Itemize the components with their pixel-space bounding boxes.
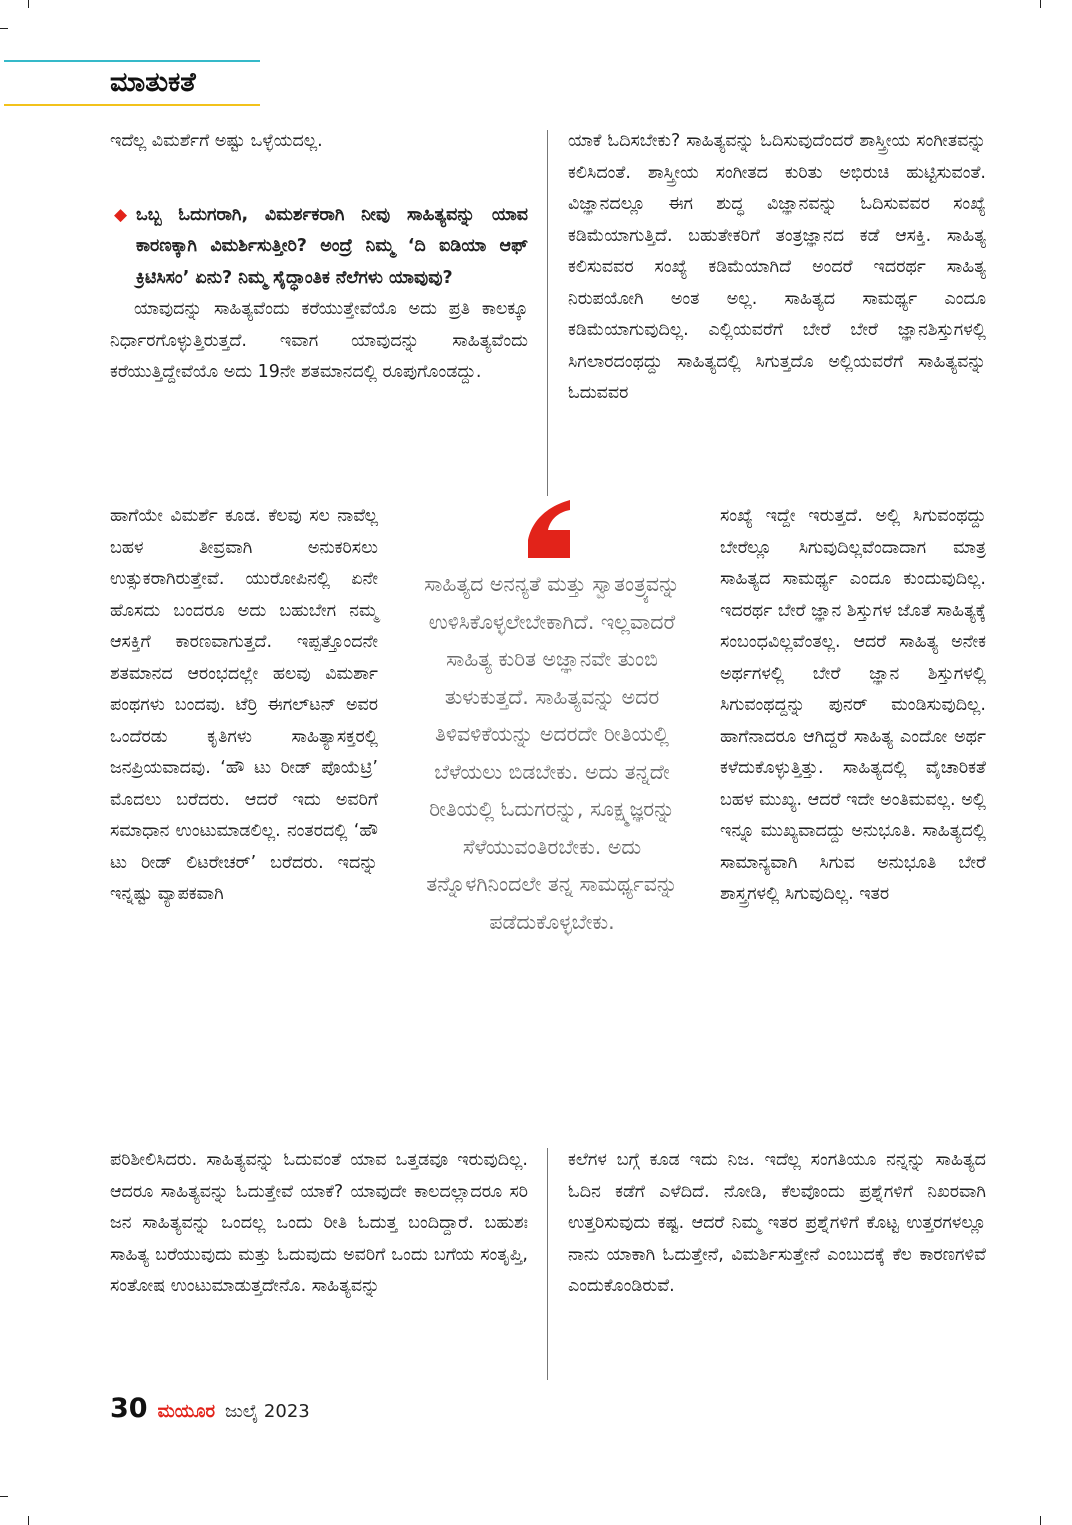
page-footer xyxy=(110,1393,310,1433)
section-rule-top xyxy=(4,60,260,62)
crop-mark xyxy=(0,1496,8,1497)
page-number: 30 xyxy=(110,1393,148,1424)
left-column-top xyxy=(110,126,528,389)
section-rule-bottom xyxy=(4,104,260,106)
paragraph: ಪರಿಶೀಲಿಸಿದರು. ಸಾಹಿತ್ಯವನ್ನು ಓದುವಂತೆ ಯಾವ ಒತ್ತಡವೂ ಇರುವುದಿಲ್ಲ. ಆದರೂ ಸಾಹಿತ್ಯವನ್ನು ಓದುತ್ತೇವೆ ಯಾಕೆ? ಯಾವುದೇ ಕಾಲದಲ್ಲಾದರೂ ಸರಿ ಜನ ಸಾಹಿತ್ಯವನ್ನು ಒಂದಲ್ಲ ಒಂದು ರೀತಿ ಓದುತ್ತ ಬಂದಿದ್ದಾರೆ. ಬಹುಶಃ ಸಾಹಿತ್ಯ ಬರೆಯುವುದು ಮತ್ತು ಓದುವುದು ಅವರಿಗೆ ಒಂದು ಬಗೆಯ ಸಂತೃಪ್ತಿ, ಸಂತೋಷ ಉಂಟುಮಾಡುತ್ತದೇನೊ. ಸಾಹಿತ್ಯವನ್ನು xyxy=(110,1150,528,1296)
column-divider xyxy=(547,1148,548,1380)
paragraph: ಹಾಗೆಯೇ ವಿಮರ್ಶೆ ಕೂಡ. ಕೆಲವು ಸಲ ನಾವೆಲ್ಲ ಬಹಳ ತೀವ್ರವಾಗಿ ಅನುಕರಿಸಲು ಉತ್ಸುಕರಾಗಿರುತ್ತೇವೆ. ಯುರೋಪಿನಲ್ಲಿ ಏನೇ ಹೊಸದು ಬಂದರೂ ಅದು ಬಹುಬೇಗ ನಮ್ಮ ಆಸಕ್ತಿಗೆ ಕಾರಣವಾಗುತ್ತದೆ. ಇಪ್ಪತ್ತೊಂದನೇ ಶತಮಾನದ ಆರಂಭದಲ್ಲೇ ಹಲವು ವಿಮರ್ಶಾ ಪಂಥಗಳು ಬಂದವು. ಟೆರ್ರಿ ಈಗಲ್‌ಟನ್ ಅವರ ಒಂದೆರಡು ಕೃತಿಗಳು ಸಾಹಿತ್ಯಾಸಕ್ತರಲ್ಲಿ ಜನಪ್ರಿಯವಾದವು. ‘ಹೌ ಟು ರೀಡ್ ಪೊಯೆಟ್ರಿ’ ಮೊದಲು ಬರೆದರು. ಆದರೆ ಇದು ಅವರಿಗೆ ಸಮಾಧಾನ ಉಂಟುಮಾಡಲಿಲ್ಲ. ನಂತರದಲ್ಲಿ ‘ಹೌ ಟು ರೀಡ್ ಲಿಟರೇಚರ್’ ಬರೆದರು. ಇದನ್ನು ಇನ್ನಷ್ಟು ವ್ಯಾಪಕವಾಗಿ xyxy=(110,506,378,904)
paragraph: ಯಾಕೆ ಓದಿಸಬೇಕು? ಸಾಹಿತ್ಯವನ್ನು ಓದಿಸುವುದೆಂದರೆ ಶಾಸ್ತ್ರೀಯ ಸಂಗೀತವನ್ನು ಕಲಿಸಿದಂತೆ. ಶಾಸ್ತ್ರೀಯ ಸಂಗೀತದ ಕುರಿತು ಅಭಿರುಚಿ ಹುಟ್ಟಿಸುವಂತೆ. ವಿಜ್ಞಾನದಲ್ಲೂ ಈಗ ಶುದ್ಧ ವಿಜ್ಞಾನವನ್ನು ಓದಿಸುವವರ ಸಂಖ್ಯೆ ಕಡಿಮೆಯಾಗುತ್ತಿದೆ. ಬಹುತೇಕರಿಗೆ ತಂತ್ರಜ್ಞಾನದ ಕಡೆ ಆಸಕ್ತಿ. ಸಾಹಿತ್ಯ ಕಲಿಸುವವರ ಸಂಖ್ಯೆ ಕಡಿಮೆಯಾಗಿದೆ ಅಂದರೆ ಇದರರ್ಥ ಸಾಹಿತ್ಯ ನಿರುಪಯೋಗಿ ಅಂತ ಅಲ್ಲ. ಸಾಹಿತ್ಯದ ಸಾಮರ್ಥ್ಯ ಎಂದೂ ಕಡಿಮೆಯಾಗುವುದಿಲ್ಲ. ಎಲ್ಲಿಯವರೆಗೆ ಬೇರೆ ಬೇರೆ ಜ್ಞಾನಶಿಸ್ತುಗಳಲ್ಲಿ ಸಿಗಲಾರದಂಥದ್ದು ಸಾಹಿತ್ಯದಲ್ಲಿ ಸಿಗುತ್ತದೊ ಅಲ್ಲಿಯವರೆಗೆ ಸಾಹಿತ್ಯವನ್ನು ಓದುವವರ xyxy=(568,131,986,403)
left-column-middle xyxy=(110,501,378,911)
paragraph: ಕಲೆಗಳ ಬಗ್ಗೆ ಕೂಡ ಇದು ನಿಜ. ಇದೆಲ್ಲ ಸಂಗತಿಯೂ ನನ್ನನ್ನು ಸಾಹಿತ್ಯದ ಓದಿನ ಕಡೆಗೆ ಎಳೆದಿದೆ. ನೋಡಿ, ಕೆಲವೊಂದು ಪ್ರಶ್ನೆಗಳಿಗೆ ನಿಖರವಾಗಿ ಉತ್ತರಿಸುವುದು ಕಷ್ಟ. ಆದರೆ ನಿಮ್ಮ ಇತರ ಪ್ರಶ್ನೆಗಳಿಗೆ ಕೊಟ್ಟ ಉತ್ತರಗಳಲ್ಲೂ ನಾನು ಯಾಕಾಗಿ ಓದುತ್ತೇನೆ, ವಿಮರ್ಶಿಸುತ್ತೇನೆ ಎಂಬುದಕ್ಕೆ ಕೆಲ ಕಾರಣಗಳಿವೆ ಎಂದುಕೊಂಡಿರುವೆ. xyxy=(568,1150,986,1296)
pull-quote: ಸಾಹಿತ್ಯದ ಅನನ್ಯತೆ ಮತ್ತು ಸ್ವಾತಂತ್ರ್ಯವನ್ನು ಉಳಿಸಿಕೊಳ್ಳಲೇಬೇಕಾಗಿದೆ. ಇಲ್ಲವಾದರೆ ಸಾಹಿತ್ಯ ಕುರಿತ ಅಜ್ಞಾನವೇ ತುಂಬಿ ತುಳುಕುತ್ತದೆ. ಸಾಹಿತ್ಯವನ್ನು ಅದರ ತಿಳಿವಳಿಕೆಯನ್ನು ಅದರದೇ ರೀತಿಯಲ್ಲಿ ಬೆಳೆಯಲು ಬಿಡಬೇಕು. ಅದು ತನ್ನದೇ ರೀತಿಯಲ್ಲಿ ಓದುಗರನ್ನು, ಸೂಕ್ಷ್ಮಜ್ಞರನ್ನು ಸೆಳೆಯುವಂತಿರಬೇಕು. ಅದು ತನ್ನೊಳಗಿನಿಂದಲೇ ತನ್ನ ಸಾಮರ್ಥ್ಯವನ್ನು ಪಡೆದುಕೊಳ್ಳಬೇಕು. xyxy=(424,572,680,934)
left-column-bottom xyxy=(110,1145,528,1303)
magazine-logo: ಮಯೂರ xyxy=(157,1401,215,1422)
issue-date: ಜುಲೈ 2023 xyxy=(224,1401,310,1422)
paragraph: ಸಂಖ್ಯೆ ಇದ್ದೇ ಇರುತ್ತದೆ. ಅಲ್ಲಿ ಸಿಗುವಂಥದ್ದು ಬೇರೆಲ್ಲೂ ಸಿಗುವುದಿಲ್ಲವೆಂದಾದಾಗ ಮಾತ್ರ ಸಾಹಿತ್ಯದ ಸಾಮರ್ಥ್ಯ ಎಂದೂ ಕುಂದುವುದಿಲ್ಲ. ಇದರರ್ಥ ಬೇರೆ ಜ್ಞಾನ ಶಿಸ್ತುಗಳ ಜೊತೆ ಸಾಹಿತ್ಯಕ್ಕೆ ಸಂಬಂಧವಿಲ್ಲವೆಂತಲ್ಲ. ಆದರೆ ಸಾಹಿತ್ಯ ಅನೇಕ ಅರ್ಥಗಳಲ್ಲಿ ಬೇರೆ ಜ್ಞಾನ ಶಿಸ್ತುಗಳಲ್ಲಿ ಸಿಗುವಂಥದ್ದನ್ನು ಪುನರ್ ಮಂಡಿಸುವುದಿಲ್ಲ. ಹಾಗೆನಾದರೂ ಆಗಿದ್ದರೆ ಸಾಹಿತ್ಯ ಎಂದೋ ಅರ್ಥ ಕಳೆದುಕೊಳ್ಳುತ್ತಿತ್ತು. ಸಾಹಿತ್ಯದಲ್ಲಿ ವೈಚಾರಿಕತೆ ಬಹಳ ಮುಖ್ಯ. ಆದರೆ ಇದೇ ಅಂತಿಮವಲ್ಲ. ಅಲ್ಲಿ ಇನ್ನೂ ಮುಖ್ಯವಾದದ್ದು ಅನುಭೂತಿ. ಸಾಹಿತ್ಯದಲ್ಲಿ ಸಾಮಾನ್ಯವಾಗಿ ಸಿಗುವ ಅನುಭೂತಿ ಬೇರೆ ಶಾಸ್ತ್ರಗಳಲ್ಲಿ ಸಿಗುವುದಿಲ್ಲ. ಇತರ xyxy=(720,506,986,904)
crop-mark xyxy=(1040,1516,1041,1525)
quote-mark-icon xyxy=(526,500,570,558)
intro-paragraph: ಇದೆಲ್ಲ ವಿಮರ್ಶೆಗೆ ಅಷ್ಟು ಒಳ್ಳೆಯದಲ್ಲ. xyxy=(110,131,323,151)
crop-mark xyxy=(28,1516,29,1525)
right-column-bottom xyxy=(568,1145,986,1303)
column-divider xyxy=(547,130,548,496)
answer-paragraph: ಯಾವುದನ್ನು ಸಾಹಿತ್ಯವೆಂದು ಕರೆಯುತ್ತೇವೆಯೊ ಅದು ಪ್ರತಿ ಕಾಲಕ್ಕೂ ನಿರ್ಧಾರಗೊಳ್ಳುತ್ತಿರುತ್ತದೆ. ಇವಾಗ ಯಾವುದನ್ನು ಸಾಹಿತ್ಯವೆಂದು ಕರೆಯುತ್ತಿದ್ದೇವೆಯೊ ಅದು 19ನೇ ಶತಮಾನದಲ್ಲಿ ರೂಪುಗೊಂಡದ್ದು. xyxy=(110,299,528,382)
crop-mark xyxy=(28,0,29,8)
question-text: ಒಬ್ಬ ಓದುಗರಾಗಿ, ವಿಮರ್ಶಕರಾಗಿ ನೀವು ಸಾಹಿತ್ಯವನ್ನು ಯಾವ ಕಾರಣಕ್ಕಾಗಿ ವಿಮರ್ಶಿಸುತ್ತೀರಿ? ಅಂದ್ರೆ ನಿಮ್ಮ ‘ದಿ ಐಡಿಯಾ ಆಫ್ ಕ್ರಿಟಿಸಿಸಂ’ ಏನು? ನಿಮ್ಮ ಸೈದ್ಧಾಂತಿಕ ನೆಲೆಗಳು ಯಾವುವು? xyxy=(136,204,528,288)
crop-mark xyxy=(0,28,8,29)
crop-mark xyxy=(1040,0,1041,8)
right-column-middle xyxy=(720,501,986,911)
right-column-top xyxy=(568,126,986,410)
section-title: ಮಾತುಕತೆ xyxy=(110,67,196,98)
interview-question xyxy=(110,200,528,295)
diamond-bullet-icon: ◆ xyxy=(114,204,128,225)
